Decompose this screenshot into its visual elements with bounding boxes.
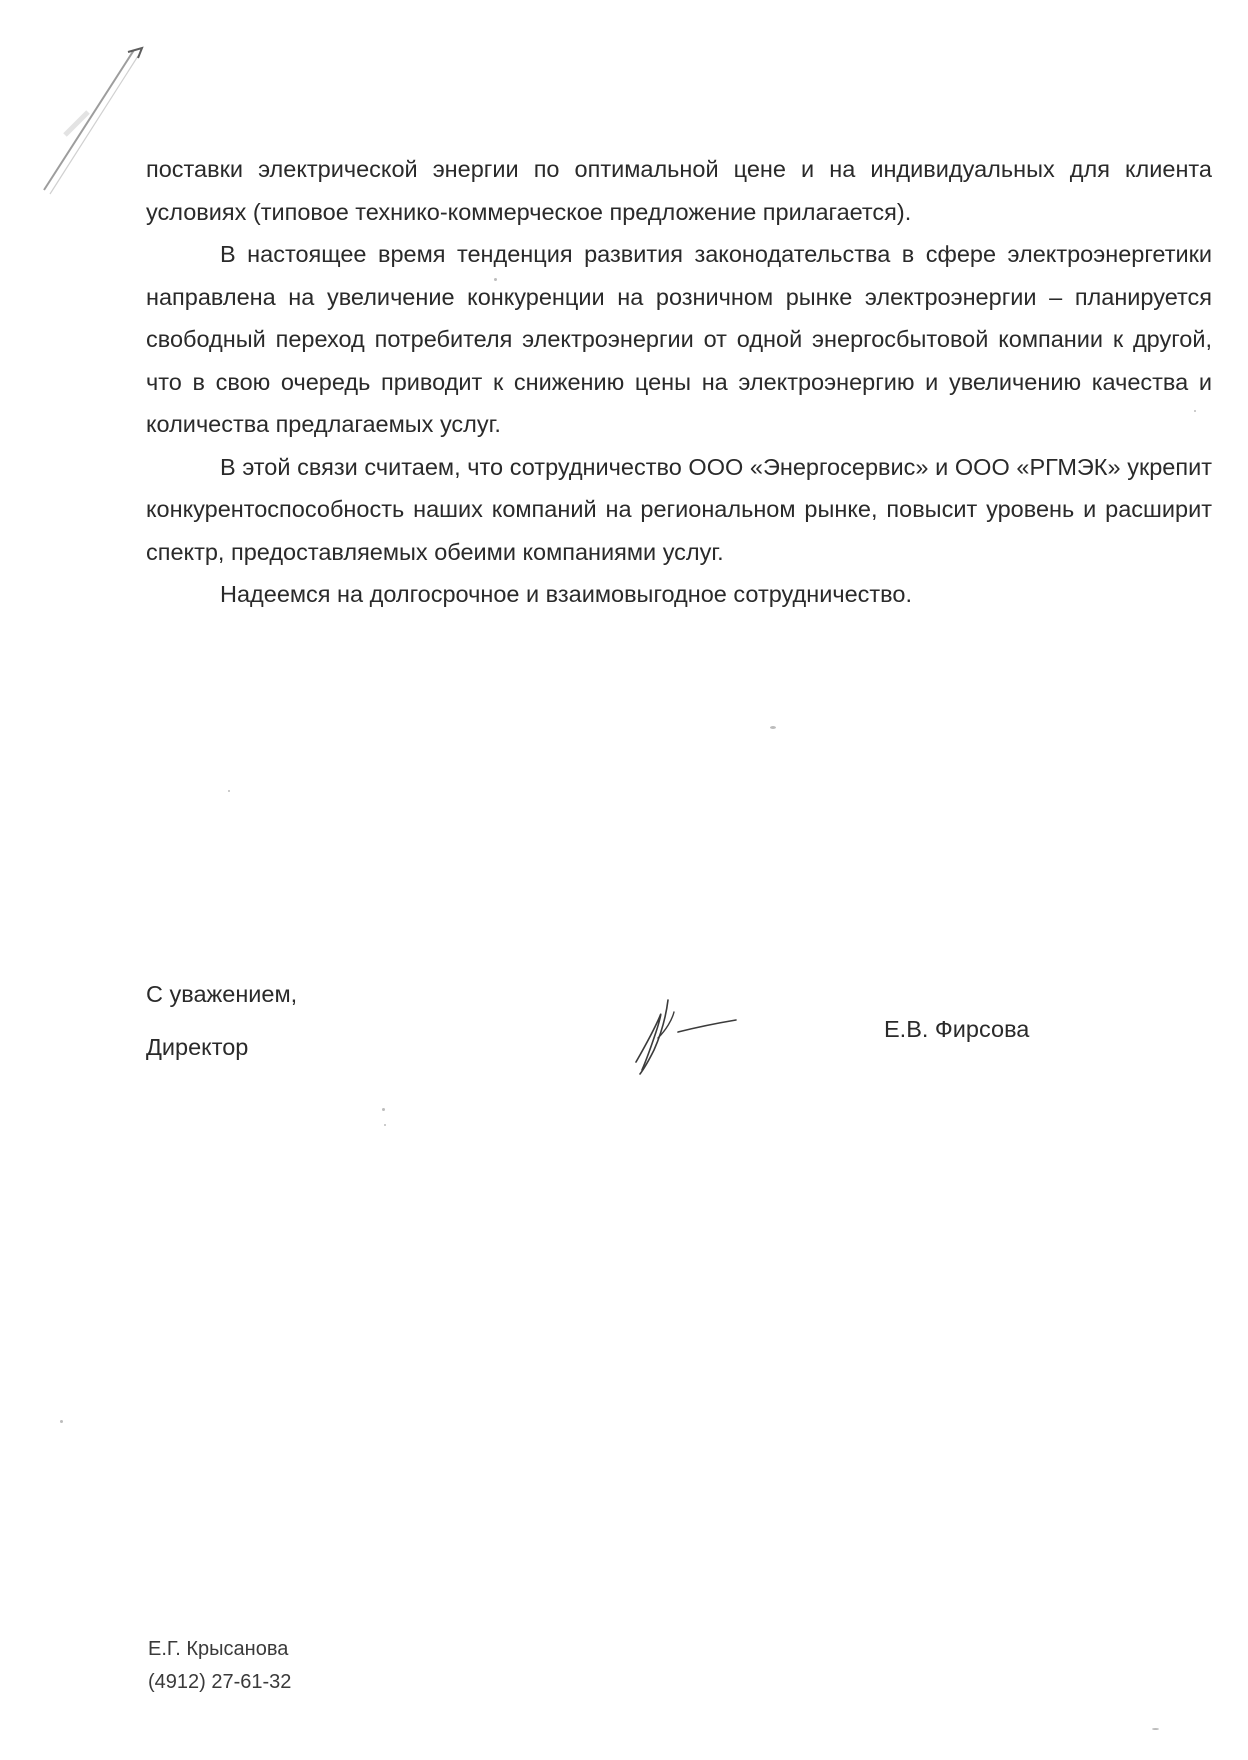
closing-position: Директор — [146, 1034, 249, 1060]
paragraph-cooperation-benefits: В этой связи считаем, что сотрудничество ООО «Энергосервис» и ООО «РГМЭК» укрепит конкурентоспособность наших компаний на региональном рынке, повысит уровень и расширит спектр, предоставляемых обеими компаниями услуг. — [146, 453, 1212, 565]
scan-speck — [60, 1420, 63, 1423]
scan-mark-corner — [30, 40, 150, 210]
scan-speck — [1152, 1728, 1159, 1730]
paragraph-supply-terms: поставки электрической энергии по оптимальной цене и на индивидуальных для клиента условиях (типовое технико-коммерческое предложение прилагается). — [146, 156, 1212, 225]
executor-block — [148, 1633, 291, 1699]
scan-speck — [770, 726, 776, 729]
scan-speck — [228, 790, 230, 792]
scan-speck — [384, 1124, 386, 1126]
closing-regards: С уважением, — [146, 981, 298, 1007]
paragraph-legislation-trends: В настоящее время тенденция развития законодательства в сфере электроэнергетики направлена на увеличение конкуренции на розничном рынке электроэнергии – планируется свободный переход потребителя электроэнергии от одной энергосбытовой компании к другой, что в свою очередь приводит к снижению цены на электроэнергию и увеличению качества и количества предлагаемых услуг. — [146, 241, 1212, 437]
scan-speck — [1194, 410, 1196, 412]
scan-speck — [494, 278, 497, 281]
signer-name: Е.В. Фирсова — [884, 1016, 1030, 1042]
paragraph-hope-for-cooperation: Надеемся на долгосрочное и взаимовыгодное сотрудничество. — [220, 581, 912, 607]
scan-speck — [382, 1108, 385, 1111]
letter-body — [146, 148, 1212, 616]
executor-name: Е.Г. Крысанова — [148, 1638, 289, 1660]
executor-phone: (4912) 27-61-32 — [148, 1671, 292, 1693]
